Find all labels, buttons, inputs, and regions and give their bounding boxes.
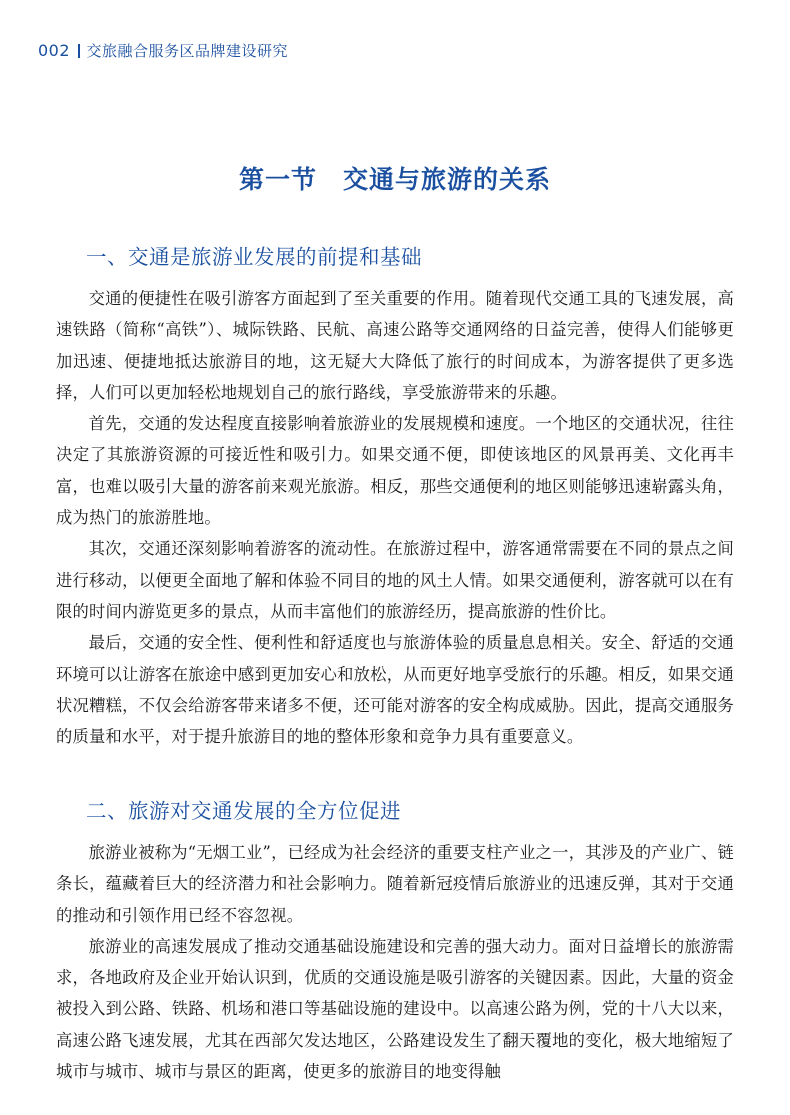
book-title: 交旅融合服务区品牌建设研究	[86, 42, 289, 60]
paragraph: 旅游业被称为“无烟工业”，已经成为社会经济的重要支柱产业之一，其涉及的产业广、链条长，蕴藏着巨大的经济潜力和社会影响力。随着新冠疫情后旅游业的迅速反弹，其对于交通的推动和引领作用已经不容忽视。	[56, 843, 734, 925]
section-title: 第一节 交通与旅游的关系	[238, 165, 551, 194]
paragraph: 其次，交通还深刻影响着游客的流动性。在旅游过程中，游客通常需要在不同的景点之间进行移动，以便更全面地了解和体验不同目的地的风土人情。如果交通便利，游客就可以在有限的时间内游览更多的景点，从而丰富他们的旅游经历，提高旅游的性价比。	[56, 539, 734, 621]
paragraph: 首先，交通的发达程度直接影响着旅游业的发展规模和速度。一个地区的交通状况，往往决定了其旅游资源的可接近性和吸引力。如果交通不便，即使该地区的风景再美、文化再丰富，也难以吸引大量的游客前来观光旅游。相反，那些交通便利的地区则能够迅速崭露头角，成为热门的旅游胜地。	[56, 414, 734, 528]
paragraph: 旅游业的高速发展成了推动交通基础设施建设和完善的强大动力。面对日益增长的旅游需求，各地政府及企业开始认识到，优质的交通设施是吸引游客的关键因素。因此，大量的资金被投入到公路、铁路、机场和港口等基础设施的建设中。以高速公路为例，党的十八大以来，高速公路飞速发展，尤其在西部欠发达地区，公路建设发生了翻天覆地的变化，极大地缩短了城市与城市、城市与景区的距离，使更多的旅游目的地变得触	[56, 936, 734, 1082]
paragraph: 交通的便捷性在吸引游客方面起到了至关重要的作用。随着现代交通工具的飞速发展，高速铁路（简称“高铁”）、城际铁路、民航、高速公路等交通网络的日益完善，使得人们能够更加迅速、便捷地抵达旅游目的地，这无疑大大降低了旅行的时间成本，为游客提供了更多选择，人们可以更加轻松地规划自己的旅行路线，享受旅游带来的乐趣。	[56, 289, 734, 402]
paragraph: 最后，交通的安全性、便利性和舒适度也与旅游体验的质量息息相关。安全、舒适的交通环境可以让游客在旅途中感到更加安心和放松，从而更好地享受旅行的乐趣。相反，如果交通状况糟糕，不仅会给游客带来诸多不便，还可能对游客的安全构成威胁。因此，提高交通服务的质量和水平，对于提升旅游目的地的整体形象和竞争力具有重要意义。	[56, 633, 734, 747]
running-header	[38, 40, 288, 61]
subsection-heading-1: 一、交通是旅游业发展的前提和基础	[86, 245, 422, 269]
subsection-body-1	[56, 283, 734, 752]
subsection-body-2	[56, 837, 734, 1087]
page-number: 002	[38, 41, 71, 60]
subsection-heading-2: 二、旅游对交通发展的全方位促进	[86, 799, 401, 823]
header-divider	[78, 44, 80, 58]
